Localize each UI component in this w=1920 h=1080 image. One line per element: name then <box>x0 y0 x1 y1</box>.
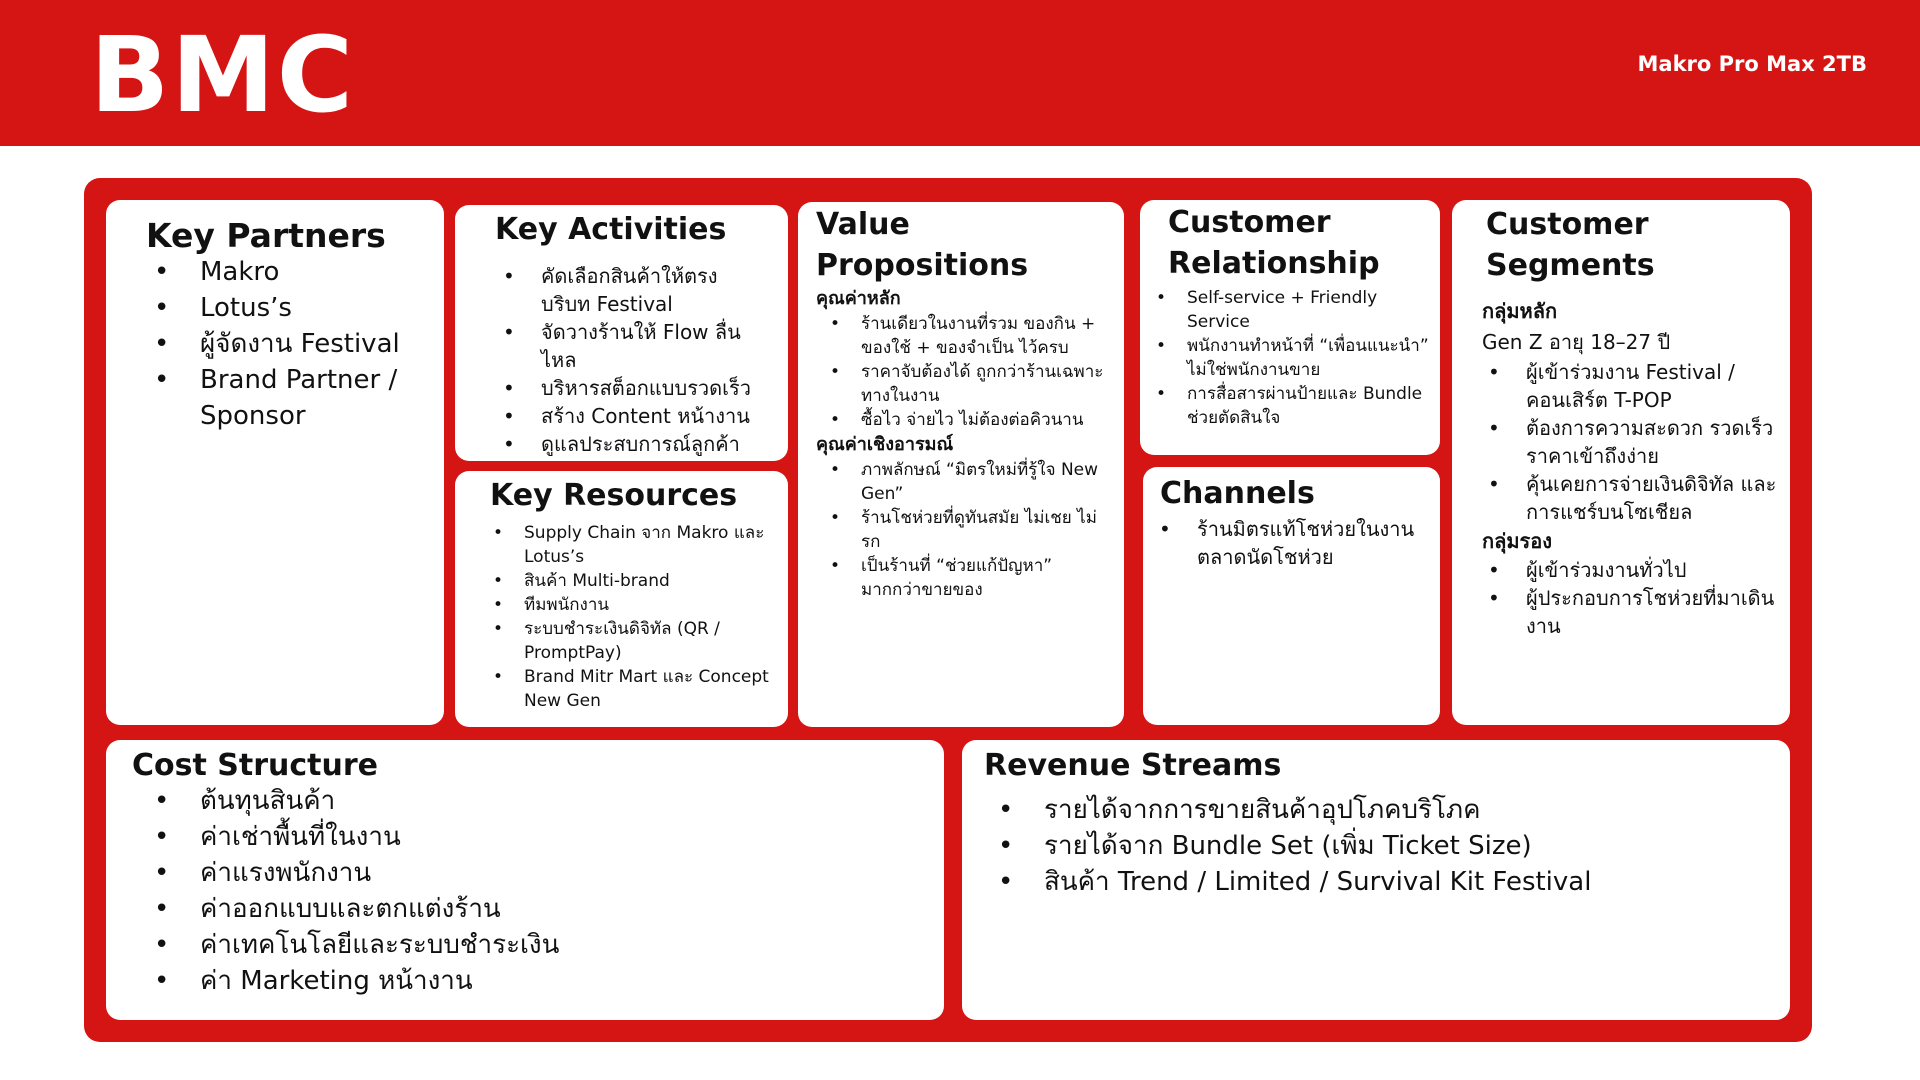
value-propositions-title: Value Propositions <box>816 207 1029 283</box>
key-partners-list <box>154 254 434 434</box>
list-item: • ค่าแรงพนักงาน <box>154 855 854 891</box>
key-partners-card <box>106 200 444 725</box>
value-core-label: คุณค่าหลัก <box>816 288 901 309</box>
key-resources-title: Key Resources <box>490 478 738 513</box>
value-emotional-label: คุณค่าเชิงอารมณ์ <box>816 434 954 455</box>
list-item: • ร้านโชห่วยที่ดูทันสมัย ไม่เชย ไม่รก <box>830 506 1116 554</box>
list-item: • ร้านมิตรแท้โชห่วยในงานตลาดนัดโชห่วย <box>1159 515 1429 571</box>
segments-primary-label: กลุ่มหลัก <box>1482 299 1558 323</box>
revenue-streams-card <box>962 740 1790 1020</box>
list-item: • ภาพลักษณ์ “มิตรใหม่ที่รู้ใจ New Gen” <box>830 458 1116 506</box>
list-item: • ดูแลประสบการณ์ลูกค้า <box>503 430 765 458</box>
list-item: • Brand Partner / Sponsor <box>154 362 434 434</box>
customer-relationship-list <box>1156 286 1436 430</box>
list-item: • ทีมพนักงาน <box>493 593 778 617</box>
customer-relationship-title: Customer Relationship <box>1168 205 1380 281</box>
list-item: • ระบบชำระเงินดิจิทัล (QR / PromptPay) <box>493 617 778 665</box>
list-item: • ต้นทุนสินค้า <box>154 783 854 819</box>
list-item: • ค่าเทคโนโลยีและระบบชำระเงิน <box>154 927 854 963</box>
channels-list <box>1159 515 1429 571</box>
list-item: • บริหารสต็อกแบบรวดเร็ว <box>503 374 765 402</box>
list-item: • จัดวางร้านให้ Flow ลื่นไหล <box>503 318 765 374</box>
segments-primary-list <box>1482 358 1782 526</box>
list-item: • ค่าออกแบบและตกแต่งร้าน <box>154 891 854 927</box>
revenue-streams-list <box>998 792 1758 900</box>
list-item: • สร้าง Content หน้างาน <box>503 402 765 430</box>
key-resources-card <box>455 471 788 727</box>
value-emotional-list <box>816 458 1116 602</box>
list-item: • Supply Chain จาก Makro และ Lotus’s <box>493 521 778 569</box>
list-item: • ผู้เข้าร่วมงาน Festival / คอนเสิร์ต T-POP <box>1488 358 1782 414</box>
list-item: • ค่าเช่าพื้นที่ในงาน <box>154 819 854 855</box>
value-propositions-body <box>816 286 1116 602</box>
key-partners-title: Key Partners <box>146 216 386 255</box>
list-item: • พนักงานทำหน้าที่ “เพื่อนแนะนำ” ไม่ใช่พนักงานขาย <box>1156 334 1436 382</box>
segments-primary-desc: Gen Z อายุ 18–27 ปี <box>1482 330 1671 354</box>
channels-card <box>1143 467 1440 725</box>
list-item: • รายได้จาก Bundle Set (เพิ่ม Ticket Size) <box>998 828 1758 864</box>
header-subtitle: Makro Pro Max 2TB <box>1637 52 1867 76</box>
value-core-list <box>816 312 1116 432</box>
list-item: • ซื้อไว จ่ายไว ไม่ต้องต่อคิวนาน <box>830 408 1116 432</box>
customer-segments-body <box>1482 296 1782 640</box>
list-item: • ผู้ประกอบการโชห่วยที่มาเดินงาน <box>1488 584 1782 640</box>
list-item: • คุ้นเคยการจ่ายเงินดิจิทัล และการแชร์บนโซเชียล <box>1488 470 1782 526</box>
cost-structure-card <box>106 740 944 1020</box>
list-item: • Self-service + Friendly Service <box>1156 286 1436 334</box>
logo-text: BMC <box>90 14 356 136</box>
customer-segments-card <box>1452 200 1790 725</box>
list-item: • ผู้เข้าร่วมงานทั่วไป <box>1488 556 1782 584</box>
list-item: • การสื่อสารผ่านป้ายและ Bundle ช่วยตัดสินใจ <box>1156 382 1436 430</box>
segments-secondary-label: กลุ่มรอง <box>1482 529 1553 553</box>
list-item: • ผู้จัดงาน Festival <box>154 326 434 362</box>
list-item: • Lotus’s <box>154 290 434 326</box>
key-resources-list <box>493 521 778 713</box>
list-item: • ค่า Marketing หน้างาน <box>154 963 854 999</box>
list-item: • Brand Mitr Mart และ Concept New Gen <box>493 665 778 713</box>
key-activities-list <box>503 262 765 458</box>
list-item: • เป็นร้านที่ “ช่วยแก้ปัญหา” มากกว่าขายของ <box>830 554 1116 602</box>
list-item: • ราคาจับต้องได้ ถูกกว่าร้านเฉพาะทางในงาน <box>830 360 1116 408</box>
customer-relationship-card <box>1140 200 1440 455</box>
list-item: • รายได้จากการขายสินค้าอุปโภคบริโภค <box>998 792 1758 828</box>
list-item: • สินค้า Trend / Limited / Survival Kit Festival <box>998 864 1758 900</box>
cost-structure-title: Cost Structure <box>132 748 378 783</box>
key-activities-card <box>455 205 788 461</box>
cost-structure-list <box>154 783 854 999</box>
list-item: • Makro <box>154 254 434 290</box>
segments-secondary-list <box>1482 556 1782 640</box>
customer-segments-title: Customer Segments <box>1486 207 1655 283</box>
list-item: • สินค้า Multi-brand <box>493 569 778 593</box>
list-item: • ต้องการความสะดวก รวดเร็ว ราคาเข้าถึงง่าย <box>1488 414 1782 470</box>
header-bar <box>0 0 1920 146</box>
key-activities-title: Key Activities <box>495 212 727 247</box>
list-item: • ร้านเดียวในงานที่รวม ของกิน + ของใช้ + ของจำเป็น ไว้ครบ <box>830 312 1116 360</box>
revenue-streams-title: Revenue Streams <box>984 748 1282 783</box>
channels-title: Channels <box>1160 476 1315 511</box>
value-propositions-card <box>798 202 1124 727</box>
list-item: • คัดเลือกสินค้าให้ตรงบริบท Festival <box>503 262 765 318</box>
